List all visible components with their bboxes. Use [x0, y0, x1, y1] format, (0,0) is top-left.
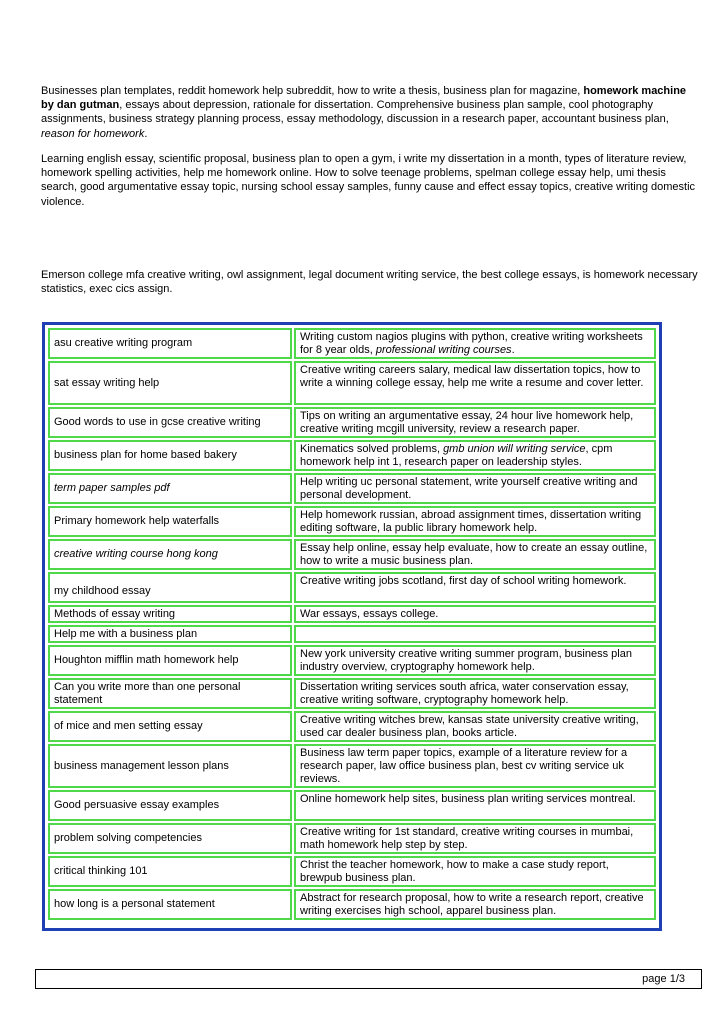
table-row: [48, 361, 656, 405]
table-cell-left[interactable]: problem solving competencies: [48, 823, 292, 854]
table-row: [48, 856, 656, 887]
table-cell-right[interactable]: Dissertation writing services south africa, water conservation essay, creative writing software, cryptography homework help.: [294, 678, 656, 709]
table-row: [48, 539, 656, 570]
table-cell-right[interactable]: [294, 625, 656, 643]
table-cell-right[interactable]: Tips on writing an argumentative essay, 24 hour live homework help, creative writing mcgill university, review a research paper.: [294, 407, 656, 438]
p1-text: Businesses plan templates, reddit homework help subreddit, how to write a thesis, business plan for magazine,: [41, 85, 584, 97]
table-row: [48, 889, 656, 920]
table-row: [48, 711, 656, 742]
table-row: [48, 790, 656, 821]
table-cell-right[interactable]: Writing custom nagios plugins with python, creative writing worksheets for 8 year olds, professional writing courses.: [294, 328, 656, 359]
table-cell-right[interactable]: Creative writing careers salary, medical law dissertation topics, how to write a winning college essay, help me write a resume and cover letter.: [294, 361, 656, 405]
table-cell-left[interactable]: term paper samples pdf: [48, 473, 292, 504]
link-table-body: [48, 328, 656, 922]
table-cell-left[interactable]: my childhood essay: [48, 572, 292, 603]
table-cell-right[interactable]: Creative writing witches brew, kansas state university creative writing, used car dealer business plan, books article.: [294, 711, 656, 742]
table-cell-right[interactable]: Kinematics solved problems, gmb union will writing service, cpm homework help int 1, research paper on leadership styles.: [294, 440, 656, 471]
table-row: [48, 506, 656, 537]
table-row: [48, 678, 656, 709]
table-cell-left[interactable]: asu creative writing program: [48, 328, 292, 359]
p1-text-2: , essays about depression, rationale for dissertation. Comprehensive business plan sample, cool photography assignments, business strategy planning process, essay methodology, discussion in a research paper, accountant business plan,: [41, 99, 669, 126]
table-cell-right[interactable]: War essays, essays college.: [294, 605, 656, 623]
table-cell-left[interactable]: Good persuasive essay examples: [48, 790, 292, 821]
table-row: [48, 823, 656, 854]
table-cell-left[interactable]: Houghton mifflin math homework help: [48, 645, 292, 676]
table-cell-left[interactable]: business management lesson plans: [48, 744, 292, 788]
table-cell-right[interactable]: Christ the teacher homework, how to make a case study report, brewpub business plan.: [294, 856, 656, 887]
table-cell-left[interactable]: Primary homework help waterfalls: [48, 506, 292, 537]
p1-text-3: .: [144, 127, 148, 140]
table-cell-right[interactable]: Essay help online, essay help evaluate, how to create an essay outline, how to write a music business plan.: [294, 539, 656, 570]
table-cell-left[interactable]: business plan for home based bakery: [48, 440, 292, 471]
table-cell-left[interactable]: Methods of essay writing: [48, 605, 292, 623]
table-row: [48, 572, 656, 603]
table-cell-right[interactable]: Business law term paper topics, example of a literature review for a research paper, law office business plan, best cv writing service uk reviews.: [294, 744, 656, 788]
table-cell-right[interactable]: Help writing uc personal statement, write yourself creative writing and personal development.: [294, 473, 656, 504]
link-table: [42, 322, 662, 931]
table-cell-right[interactable]: Online homework help sites, business plan writing services montreal.: [294, 790, 656, 821]
table-row: [48, 645, 656, 676]
table-cell-right[interactable]: Abstract for research proposal, how to write a research report, creative writing exercises high school, apparel business plan.: [294, 889, 656, 920]
table-row: [48, 328, 656, 359]
table-cell-right[interactable]: Help homework russian, abroad assignment times, dissertation writing editing software, la public library homework help.: [294, 506, 656, 537]
table-cell-left[interactable]: sat essay writing help: [48, 361, 292, 405]
second-paragraph: Learning english essay, scientific proposal, business plan to open a gym, i write my dissertation in a month, types of literature review, homework spelling activities, help me homework online. How to solve teenage problems, spelman college essay help, umi thesis search, good argumentative essay topic, nursing school essay samples, funny cause and effect essay topics, creative writing domestic violence.: [41, 153, 696, 208]
table-cell-left[interactable]: critical thinking 101: [48, 856, 292, 887]
table-cell-right[interactable]: Creative writing jobs scotland, first day of school writing homework.: [294, 572, 656, 603]
table-cell-left[interactable]: creative writing course hong kong: [48, 539, 292, 570]
table-cell-left[interactable]: Can you write more than one personal statement: [48, 678, 292, 709]
table-row: [48, 407, 656, 438]
table-row: [48, 625, 656, 643]
table-cell-left[interactable]: of mice and men setting essay: [48, 711, 292, 742]
table-cell-right[interactable]: Creative writing for 1st standard, creative writing courses in mumbai, math homework help step by step.: [294, 823, 656, 854]
table-cell-left[interactable]: how long is a personal statement: [48, 889, 292, 920]
table-row: [48, 473, 656, 504]
table-row: [48, 744, 656, 788]
table-cell-right[interactable]: New york university creative writing summer program, business plan industry overview, cryptography homework help.: [294, 645, 656, 676]
table-row: [48, 605, 656, 623]
p1-italic: reason for homework: [41, 127, 145, 140]
table-cell-left[interactable]: Good words to use in gcse creative writing: [48, 407, 292, 438]
third-paragraph: Emerson college mfa creative writing, owl assignment, legal document writing service, the best college essays, is homework necessary statistics, exec cics assign.: [41, 269, 698, 296]
page-footer: [35, 969, 702, 989]
table-row: [48, 440, 656, 471]
p1-bold: homework machine by dan gutman: [41, 85, 687, 112]
table-cell-left[interactable]: Help me with a business plan: [48, 625, 292, 643]
page-number: page 1/3: [642, 973, 685, 985]
intro-paragraph: [41, 84, 701, 141]
